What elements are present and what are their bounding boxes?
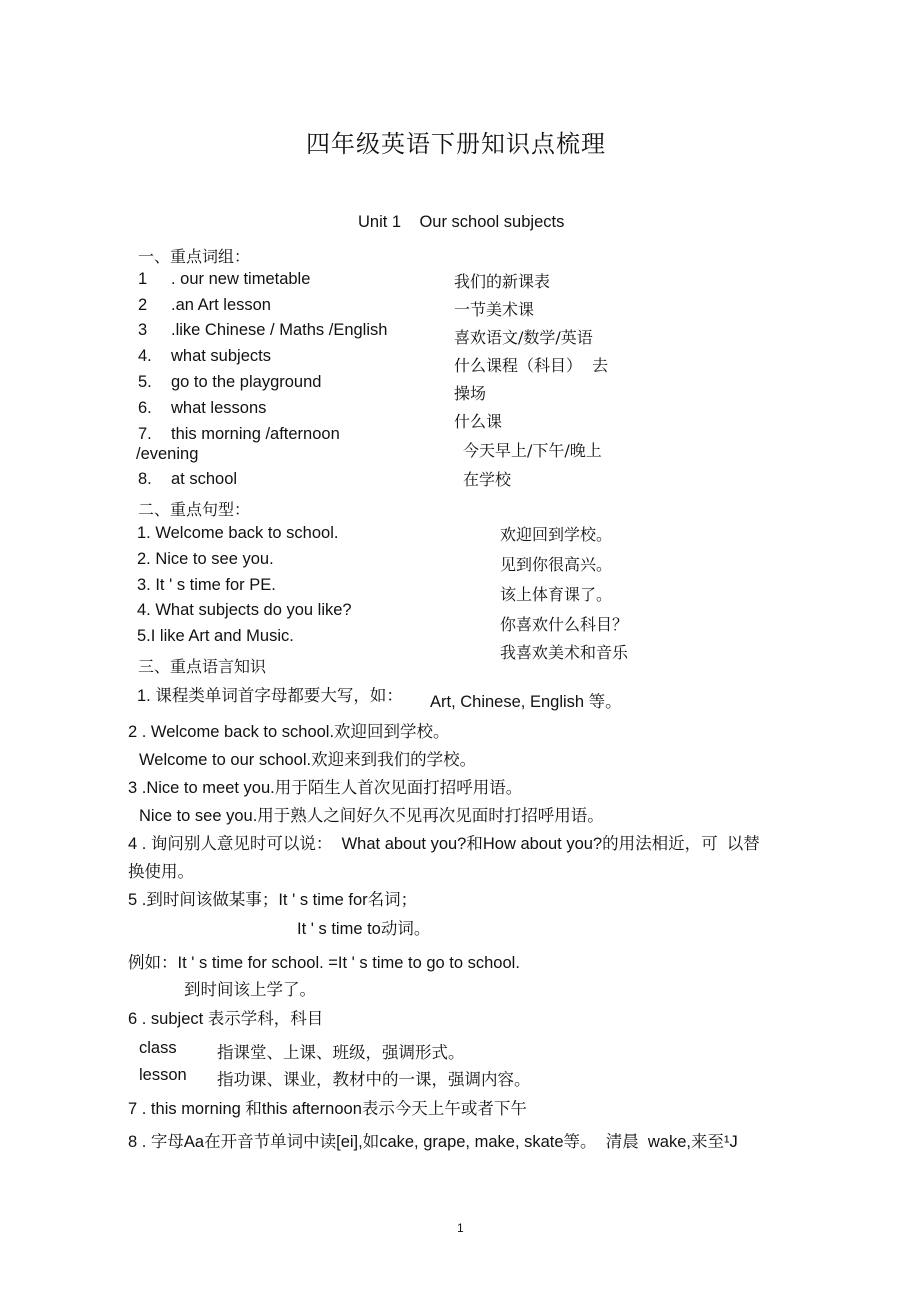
sentence-en: 1. Welcome back to school. [137,524,339,542]
section-phrases-header: 一、重点词组： [138,247,251,266]
sentence-en: 5.I like Art and Music. [137,627,294,645]
phrase-zh: 操场 [454,384,487,403]
knowledge-3a: 3 .Nice to meet you.用于陌生人首次见面打招呼用语。 [128,779,523,797]
unit-title: Unit 1 Our school subjects [358,213,565,231]
phrase-en: this morning /afternoon [171,425,340,443]
section-sentences-header: 二、重点句型： [138,500,251,519]
example-b: 到时间该上学了。 [184,981,316,999]
page-title: 四年级英语下册知识点梳理 [306,130,606,158]
phrase-en: what lessons [171,399,267,417]
phrase-en: .an Art lesson [171,296,271,314]
knowledge-4b: 换使用。 [128,863,194,881]
sentence-en: 3. It ' s time for PE. [137,576,276,594]
phrase-num: 3 [138,321,148,339]
phrase-en: go to the playground [171,373,322,391]
sentence-zh: 见到你很高兴。 [500,555,613,574]
knowledge-5a: 5 .到时间该做某事；It ' s time for名词； [128,891,418,909]
example-a: 例如：It ' s time for school. =It ' s time to go to school. [128,954,520,972]
knowledge-7: 7 . this morning 和this afternoon表示今天上午或者下午 [128,1100,527,1118]
knowledge-5b: It ' s time to动词。 [297,920,431,938]
phrase-num: 2 [138,296,148,314]
phrase-zh: 在学校 [463,470,512,489]
phrase-en: what subjects [171,347,271,365]
phrase-num: 5. [138,373,152,391]
lesson-definition: 指功课、课业，教材中的一课，强调内容。 [217,1071,531,1089]
class-definition: 指课堂、上课、班级，强调形式。 [217,1044,465,1062]
sentence-zh: 该上体育课了。 [500,585,613,604]
phrase-zh: 今天早上/下午/晚上 [463,441,602,460]
phrase-num: 4. [138,347,152,365]
sentence-zh: 你喜欢什么科目？ [500,615,629,634]
knowledge-6a: 6 . subject 表示学科，科目 [128,1010,324,1028]
page-number: 1 [457,1221,464,1235]
phrase-zh: 我们的新课表 [454,272,551,291]
phrase-num: 8. [138,470,152,488]
knowledge-8: 8 . 字母Aa在开音节单词中读[ei],如cake, grape, make, skate等。 清晨 wake,来至¹J [128,1133,738,1151]
sentence-zh-cut: 我喜欢美术和音乐 [500,643,629,662]
phrase-en: at school [171,470,238,488]
phrase-en-continued: /evening [136,445,199,463]
sentence-en: 2. Nice to see you. [137,550,274,568]
phrase-num: 7. [138,425,152,443]
sentence-zh: 欢迎回到学校。 [500,525,613,544]
knowledge-2b: Welcome to our school.欢迎来到我们的学校。 [139,751,477,769]
class-word: class [139,1039,177,1057]
knowledge-2a: 2 . Welcome back to school.欢迎回到学校。 [128,723,450,741]
section-knowledge-header: 三、重点语言知识 [138,657,267,676]
knowledge-1b: Art, Chinese, English 等。 [430,693,622,711]
knowledge-4a: 4 . 询问别人意见时可以说： What about you?和How about you?的用法相近，可 以替 [128,835,760,853]
phrase-en: .like Chinese / Maths /English [171,321,388,339]
phrase-zh: 什么课程（科目） 去 [454,356,609,375]
phrase-zh: 什么课 [454,412,503,431]
knowledge-3b: Nice to see you.用于熟人之间好久不见再次见面时打招呼用语。 [139,807,604,825]
sentence-en: 4. What subjects do you like? [137,601,352,619]
knowledge-1a: 1. 课程类单词首字母都要大写，如： [137,687,403,705]
phrase-num: 6. [138,399,152,417]
phrase-num: 1 [138,270,148,288]
phrase-en: . our new timetable [171,270,311,288]
phrase-zh: 喜欢语文/数学/英语 [454,328,593,347]
lesson-word: lesson [139,1066,187,1084]
phrase-zh: 一节美术课 [454,300,535,319]
